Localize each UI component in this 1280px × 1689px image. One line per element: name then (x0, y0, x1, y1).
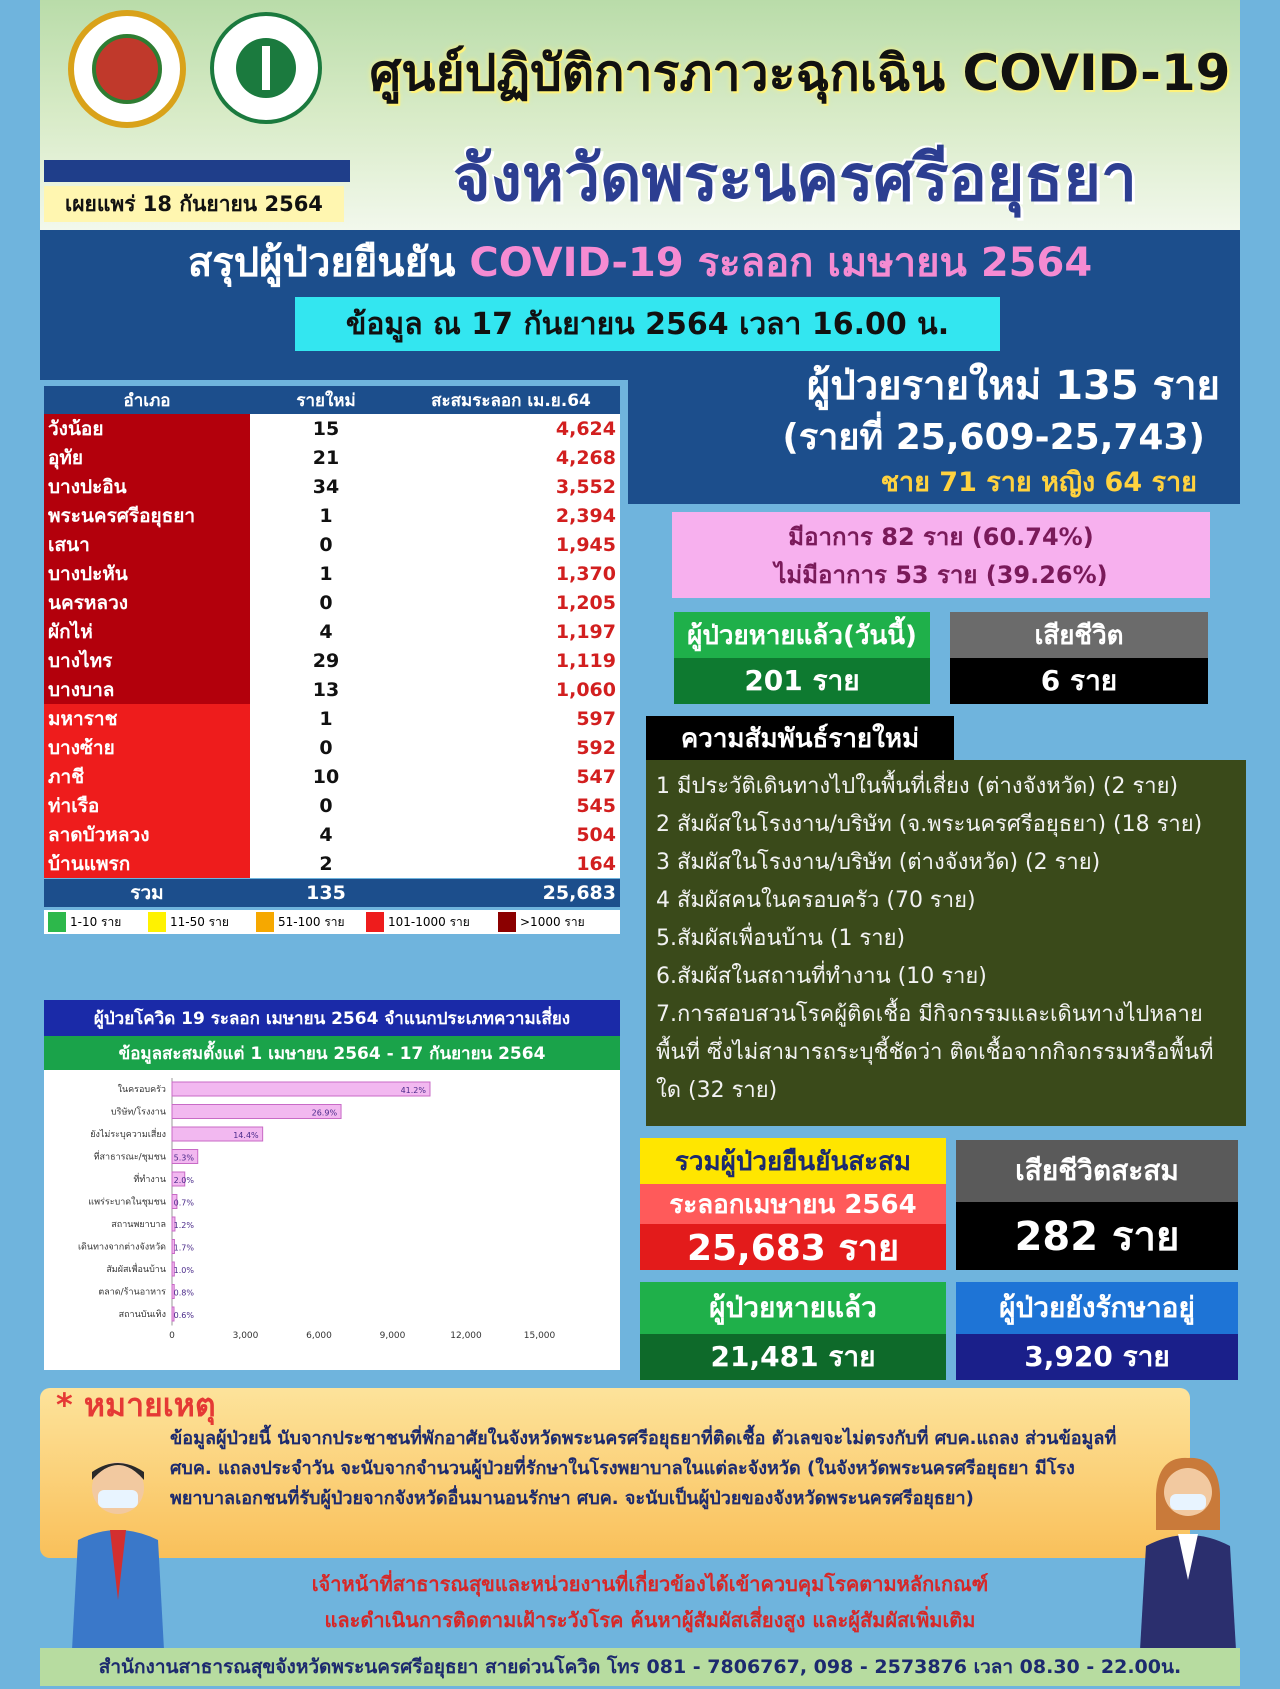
closing-line-1: เจ้าหน้าที่สาธารณสุขและหน่วยงานที่เกี่ยวข้องได้เข้าควบคุมโรคตามหลักเกณฑ์ (311, 1572, 989, 1596)
table-row (44, 820, 620, 849)
symptomatic-count: มีอาการ 82 ราย (60.74%) (788, 522, 1094, 551)
death-today-value: 6 ราย (950, 658, 1208, 704)
x-tick-label: 3,000 (232, 1331, 259, 1341)
cumulative-confirmed-label: รวมผู้ป่วยยืนยันสะสม (640, 1138, 946, 1184)
category-label: สถานพยาบาล (111, 1220, 166, 1230)
symptom-box (672, 512, 1210, 598)
data-label: 0.8% (173, 1288, 194, 1298)
closing-line-2: และดำเนินการติดตามเฝ้าระวังโรค ค้นหาผู้สัมผัสเสี่ยงสูง และผู้สัมผัสเพิ่มเติม (324, 1608, 976, 1632)
color-legend (44, 910, 620, 934)
header-cumulative: สะสมระลอก เม.ย.64 (431, 390, 591, 411)
category-label: สถานบันเทิง (118, 1310, 166, 1320)
category-label: บริษัท/โรงงาน (110, 1107, 166, 1118)
chart-bar (172, 1082, 430, 1096)
data-date: ข้อมูล ณ 17 กันยายน 2564 เวลา 16.00 น. (295, 297, 1000, 351)
male-officer-illustration (58, 1450, 178, 1650)
district-new-cases: 2 (250, 849, 402, 878)
relation-item: 2 สัมผัสในโรงงาน/บริษัท (จ.พระนครศรีอยุธยา) (18 ราย) (656, 812, 1203, 837)
summary-title (60, 232, 1220, 292)
district-new-cases: 10 (250, 762, 402, 791)
closing-message (200, 1566, 1100, 1646)
district-name: ท่าเรือ (44, 791, 250, 820)
note-heading: * หมายเหตุ (56, 1385, 216, 1424)
data-label: 5.3% (173, 1153, 194, 1163)
district-cumulative: 545 (402, 791, 620, 820)
district-cumulative: 504 (402, 820, 620, 849)
legend-item (498, 912, 585, 932)
table-row (44, 559, 620, 588)
district-name: นครหลวง (44, 588, 250, 617)
district-name: ลาดบัวหลวง (44, 820, 250, 849)
table-row (44, 675, 620, 704)
total-new: 135 (306, 882, 346, 904)
legend-label: 101-1000 ราย (388, 914, 470, 929)
x-tick-label: 0 (169, 1331, 175, 1341)
data-label: 1.0% (173, 1266, 194, 1275)
district-new-cases: 34 (250, 472, 402, 501)
data-label: 14.4% (233, 1131, 259, 1140)
table-row (44, 849, 620, 878)
district-cumulative: 547 (402, 762, 620, 791)
district-name: ภาชี (44, 762, 250, 791)
district-new-cases: 0 (250, 530, 402, 559)
table-row (44, 617, 620, 646)
category-label: เดินทางจากต่างจังหวัด (77, 1242, 166, 1253)
recovered-today-label: ผู้ป่วยหายแล้ว(วันนี้) (674, 612, 930, 658)
district-cumulative: 1,945 (402, 530, 620, 559)
table-row (44, 733, 620, 762)
legend-label: >1000 ราย (520, 914, 585, 929)
category-label: ที่สาธารณะ/ชุมชน (93, 1152, 166, 1163)
district-name: ผักไห่ (44, 617, 250, 646)
district-new-cases: 4 (250, 820, 402, 849)
footer-contact: สำนักงานสาธารณสุขจังหวัดพระนครศรีอยุธยา สายด่วนโควิด โทร 081 - 7806767, 098 - 2573876 เวลา 08.30 - 22.00น. (40, 1648, 1240, 1686)
table-row (44, 472, 620, 501)
district-new-cases: 1 (250, 704, 402, 733)
legend-swatch (148, 912, 166, 932)
legend-swatch (256, 912, 274, 932)
category-label: สัมผัสเพื่อนบ้าน (106, 1265, 166, 1275)
header-district: อำเภอ (123, 390, 171, 411)
header-divider (44, 160, 350, 182)
relation-item: 3 สัมผัสในโรงงาน/บริษัท (ต่างจังหวัด) (2 ราย) (656, 850, 1101, 875)
district-name: บางปะอิน (44, 472, 250, 501)
chart-title: ผู้ป่วยโควิด 19 ระลอก เมษายน 2564 จำแนกประเภทความเสี่ยง (44, 1000, 620, 1036)
legend-label: 1-10 ราย (70, 914, 122, 929)
gender-breakdown: ชาย 71 ราย หญิง 64 ราย (880, 466, 1197, 498)
district-cumulative: 1,197 (402, 617, 620, 646)
district-cumulative: 592 (402, 733, 620, 762)
cumulative-death-label: เสียชีวิตสะสม (956, 1140, 1238, 1202)
district-name: มหาราช (44, 704, 250, 733)
x-tick-label: 9,000 (379, 1331, 406, 1341)
cumulative-death-value: 282 ราย (956, 1202, 1238, 1270)
treating-value: 3,920 ราย (956, 1334, 1238, 1380)
district-name: บ้านแพรก (44, 849, 250, 878)
table-total-row (44, 879, 620, 907)
district-new-cases: 29 (250, 646, 402, 675)
x-tick-label: 6,000 (306, 1331, 332, 1341)
cumulative-recovered-value: 21,481 ราย (640, 1334, 946, 1380)
header-new: รายใหม่ (296, 390, 356, 411)
district-new-cases: 21 (250, 443, 402, 472)
legend-swatch (366, 912, 384, 932)
data-label: 1.2% (173, 1221, 194, 1230)
district-new-cases: 13 (250, 675, 402, 704)
relation-item: 1 มีประวัติเดินทางไปในพื้นที่เสี่ยง (ต่างจังหวัด) (2 ราย) (656, 774, 1179, 799)
table-row (44, 501, 620, 530)
district-cumulative: 597 (402, 704, 620, 733)
district-name: บางบาล (44, 675, 250, 704)
risk-bar-chart (44, 1070, 620, 1370)
data-label: 2.0% (173, 1176, 194, 1185)
legend-item (148, 912, 229, 932)
relation-list (646, 760, 1246, 1126)
table-row (44, 646, 620, 675)
district-name: พระนครศรีอยุธยา (44, 501, 250, 530)
district-new-cases: 0 (250, 588, 402, 617)
data-label: 26.9% (311, 1108, 338, 1118)
cumulative-recovered-label: ผู้ป่วยหายแล้ว (640, 1282, 946, 1334)
cumulative-confirmed-value: 25,683 ราย (640, 1224, 946, 1270)
table-row (44, 530, 620, 559)
district-cumulative: 1,205 (402, 588, 620, 617)
page-title: ศูนย์ปฏิบัติการภาวะฉุกเฉิน COVID-19 (369, 43, 1231, 102)
summary-title-prefix: สรุปผู้ป่วยยืนยัน (187, 240, 456, 286)
table-row (44, 704, 620, 733)
total-label: รวม (130, 882, 164, 904)
district-name: อุทัย (44, 443, 250, 472)
relation-item: 5.สัมผัสเพื่อนบ้าน (1 ราย) (656, 926, 906, 951)
total-cumulative: 25,683 (542, 882, 616, 904)
legend-item (256, 912, 345, 932)
legend-swatch (48, 912, 66, 932)
data-label: 0.6% (173, 1311, 194, 1320)
category-label: แพร่ระบาดในชุมชน (88, 1197, 166, 1208)
relation-title: ความสัมพันธ์รายใหม่ (646, 716, 954, 760)
district-name: บางปะหัน (44, 559, 250, 588)
relation-item: 4 สัมผัสคนในครอบครัว (70 ราย) (656, 888, 976, 913)
data-label: 0.7% (173, 1198, 194, 1208)
district-name: บางไทร (44, 646, 250, 675)
district-cumulative: 1,060 (402, 675, 620, 704)
summary-title-highlight: COVID-19 ระลอก เมษายน 2564 (469, 240, 1093, 286)
category-label: ยังไม่ระบุความเสี่ยง (90, 1130, 166, 1140)
chart-subtitle: ข้อมูลสะสมตั้งแต่ 1 เมษายน 2564 - 17 กันยายน 2564 (44, 1036, 620, 1070)
district-name: เสนา (44, 530, 250, 559)
table-header (44, 386, 620, 414)
note-text: ข้อมูลผู้ป่วยนี้ นับจากประชาชนที่พักอาศัยในจังหวัดพระนครศรีอยุธยาที่ติดเชื้อ ตัวเลขจะไม่ตรงกับที่ ศบค.แถลง ส่วนข้อมูลที่ ศบค. แถลงประจำวัน จะนับจากจำนวนผู้ป่วยที่รักษาในโรงพยาบาลในแต่ละจังหวัด (ในจังหวัดพระนครศรีอยุธยา มีโรงพยาบาลเอกชนที่รับผู้ป่วยจากจังหวัดอื่นมานอนรักษา ศบค. จะนับเป็นผู้ป่วยของจังหวัดพระนครศรีอยุธยา) (170, 1428, 1117, 1509)
district-new-cases: 15 (250, 414, 402, 443)
new-cases-headline: ผู้ป่วยรายใหม่ 135 ราย (806, 363, 1220, 409)
district-name: บางซ้าย (44, 733, 250, 762)
relation-item: 6.สัมผัสในสถานที่ทำงาน (10 ราย) (656, 964, 987, 989)
district-name: วังน้อย (44, 414, 250, 443)
district-new-cases: 1 (250, 501, 402, 530)
relation-item: 7.การสอบสวนโรคผู้ติดเชื้อ มีกิจกรรมและเดินทางไปหลายพื้นที่ ซึ่งไม่สามารถระบุชี้ชัดว่า ติดเชื้อจากกิจกรรมหรือพื้นที่ใด (32 ราย) (656, 1002, 1214, 1103)
table-row (44, 588, 620, 617)
death-today-label: เสียชีวิต (950, 612, 1208, 658)
female-officer-illustration (1128, 1450, 1248, 1650)
legend-item (48, 912, 121, 932)
district-cumulative: 164 (402, 849, 620, 878)
data-label: 41.2% (400, 1086, 426, 1095)
case-range: (รายที่ 25,609-25,743) (782, 416, 1205, 458)
data-label: 1.7% (173, 1243, 194, 1253)
cumulative-confirmed-sublabel: ระลอกเมษายน 2564 (640, 1184, 946, 1224)
district-cumulative: 1,370 (402, 559, 620, 588)
table-row (44, 443, 620, 472)
table-row (44, 414, 620, 443)
district-table (44, 386, 620, 906)
publish-date: เผยแพร่ 18 กันยายน 2564 (44, 186, 344, 222)
district-cumulative: 1,119 (402, 646, 620, 675)
district-new-cases: 0 (250, 733, 402, 762)
table-row (44, 791, 620, 820)
district-new-cases: 0 (250, 791, 402, 820)
asymptomatic-count: ไม่มีอาการ 53 ราย (39.26%) (774, 560, 1108, 589)
district-cumulative: 4,268 (402, 443, 620, 472)
province-seal-logo (68, 10, 186, 128)
category-label: ที่ทำงาน (133, 1175, 166, 1185)
treating-label: ผู้ป่วยยังรักษาอยู่ (956, 1282, 1238, 1334)
district-cumulative: 2,394 (402, 501, 620, 530)
district-new-cases: 4 (250, 617, 402, 646)
legend-label: 51-100 ราย (278, 914, 345, 929)
category-label: ในครอบครัว (117, 1085, 166, 1095)
province-title: จังหวัดพระนครศรีอยุธยา (453, 142, 1137, 216)
category-label: ตลาด/ร้านอาหาร (98, 1287, 166, 1298)
legend-swatch (498, 912, 516, 932)
district-cumulative: 4,624 (402, 414, 620, 443)
district-new-cases: 1 (250, 559, 402, 588)
legend-item (366, 912, 470, 932)
ministry-of-health-logo (210, 12, 322, 124)
legend-label: 11-50 ราย (170, 914, 229, 929)
district-cumulative: 3,552 (402, 472, 620, 501)
recovered-today-value: 201 ราย (674, 658, 930, 704)
x-tick-label: 15,000 (523, 1331, 556, 1341)
table-row (44, 762, 620, 791)
x-tick-label: 12,000 (450, 1331, 482, 1341)
